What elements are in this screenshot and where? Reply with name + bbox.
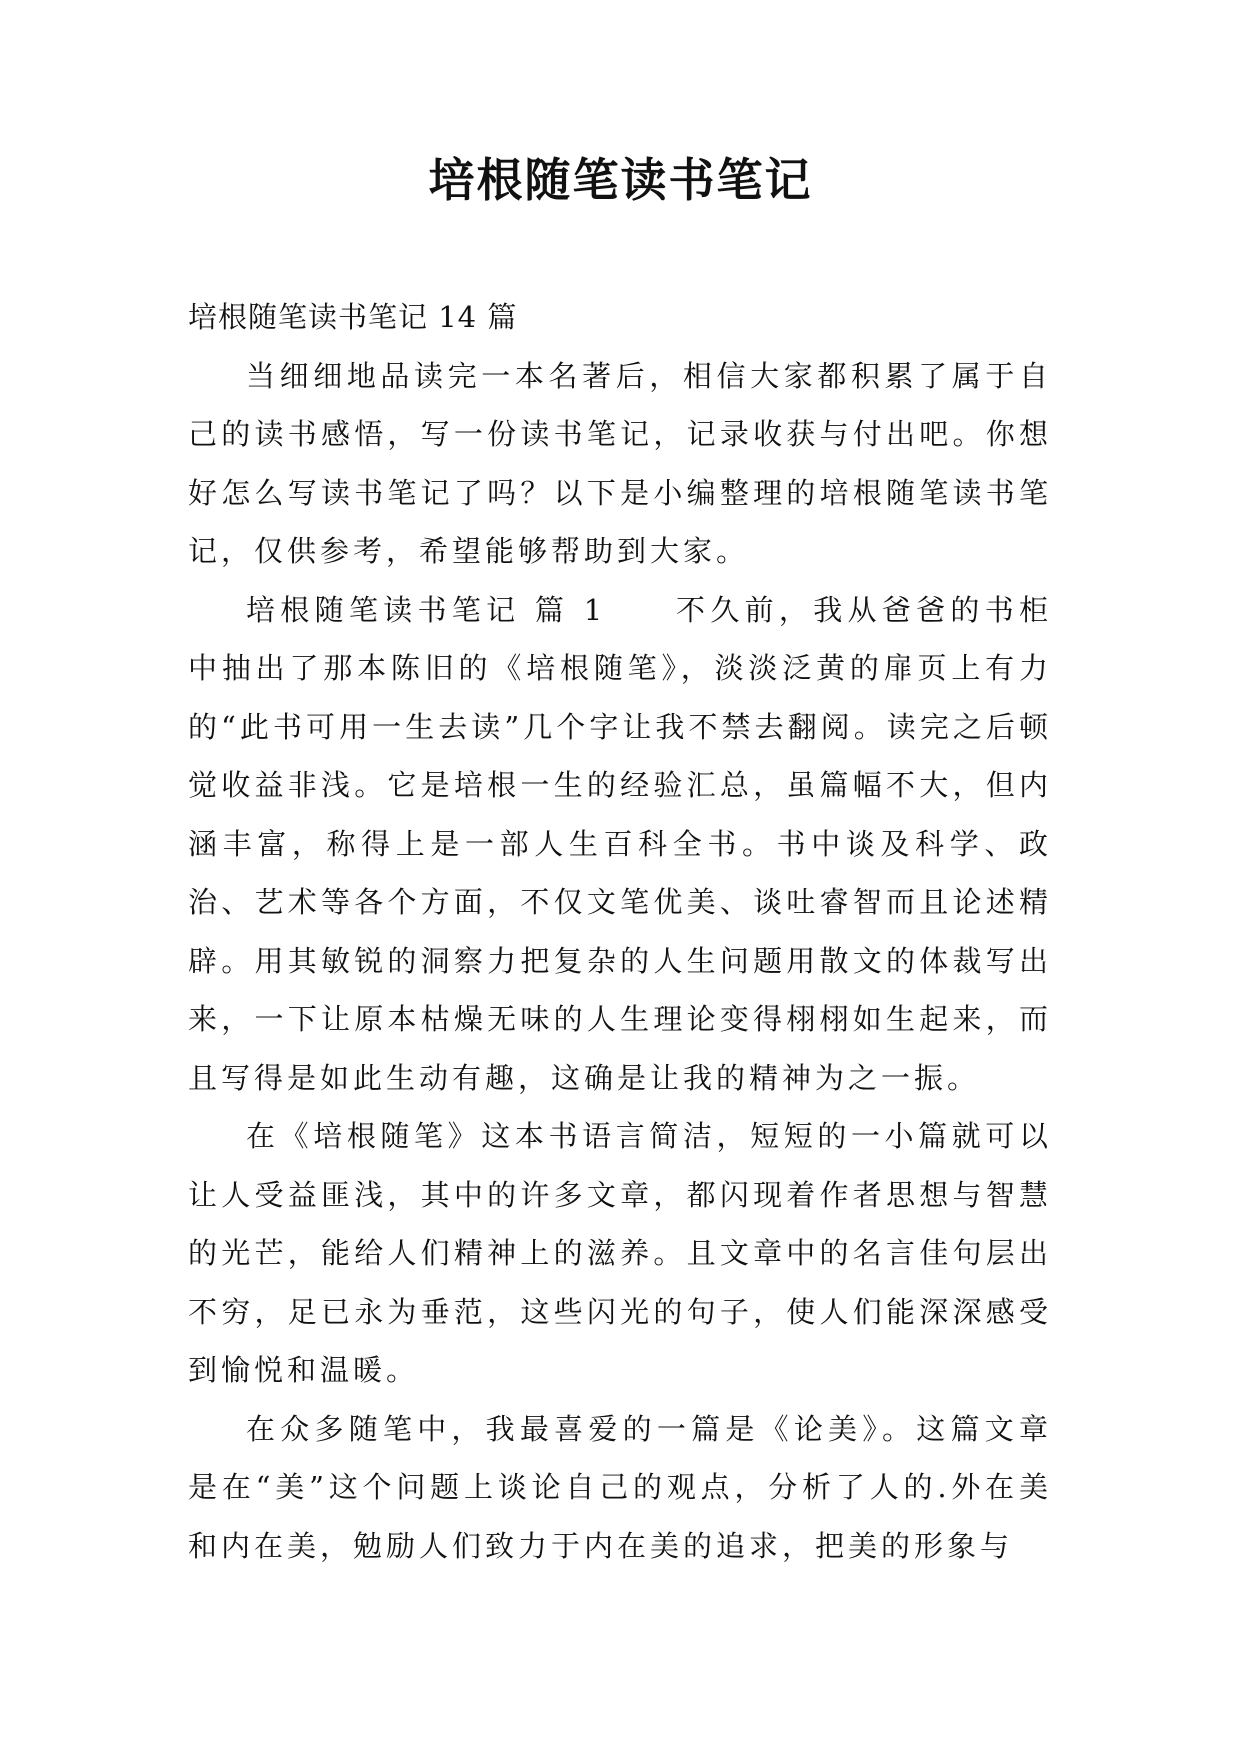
paragraph-on-beauty: 在众多随笔中，我最喜爱的一篇是《论美》。这篇文章是在“美”这个问题上谈论自己的观点，分析了人的.外在美和内在美，勉励人们致力于内在美的追求，把美的形象与 (188, 1411, 1052, 1563)
document-subtitle: 培根随笔读书笔记 14 篇 (188, 300, 518, 334)
document-title: 培根随笔读书笔记 (428, 153, 813, 207)
document-body (188, 288, 1052, 1575)
paragraph-intro: 当细细地品读完一本名著后，相信大家都积累了属于自己的读书感悟，写一份读书笔记，记录收获与付出吧。你想好怎么写读书笔记了吗？以下是小编整理的培根随笔读书笔记，仅供参考，希望能够帮助到大家。 (188, 358, 1052, 568)
paragraph-chapter-1: 培根随笔读书笔记 篇 1 不久前，我从爸爸的书柜中抽出了那本陈旧的《培根随笔》，淡淡泛黄的扉页上有力的“此书可用一生去读”几个字让我不禁去翻阅。读完之后顿觉收益非浅。它是培根一生的经验汇总，虽篇幅不大，但内涵丰富，称得上是一部人生百科全书。书中谈及科学、政治、艺术等各个方面，不仅文笔优美、谈吐睿智而且论述精辟。用其敏锐的洞察力把复杂的人生问题用散文的体裁写出来，一下让原本枯燥无味的人生理论变得栩栩如生起来，而且写得是如此生动有趣，这确是让我的精神为之一振。 (188, 592, 1052, 1095)
paragraph-language: 在《培根随笔》这本书语言简洁，短短的一小篇就可以让人受益匪浅，其中的许多文章，都闪现着作者思想与智慧的光芒，能给人们精神上的滋养。且文章中的名言佳句层出不穷，足已永为垂范，这些闪光的句子，使人们能深深感受到愉悦和温暖。 (188, 1119, 1052, 1387)
